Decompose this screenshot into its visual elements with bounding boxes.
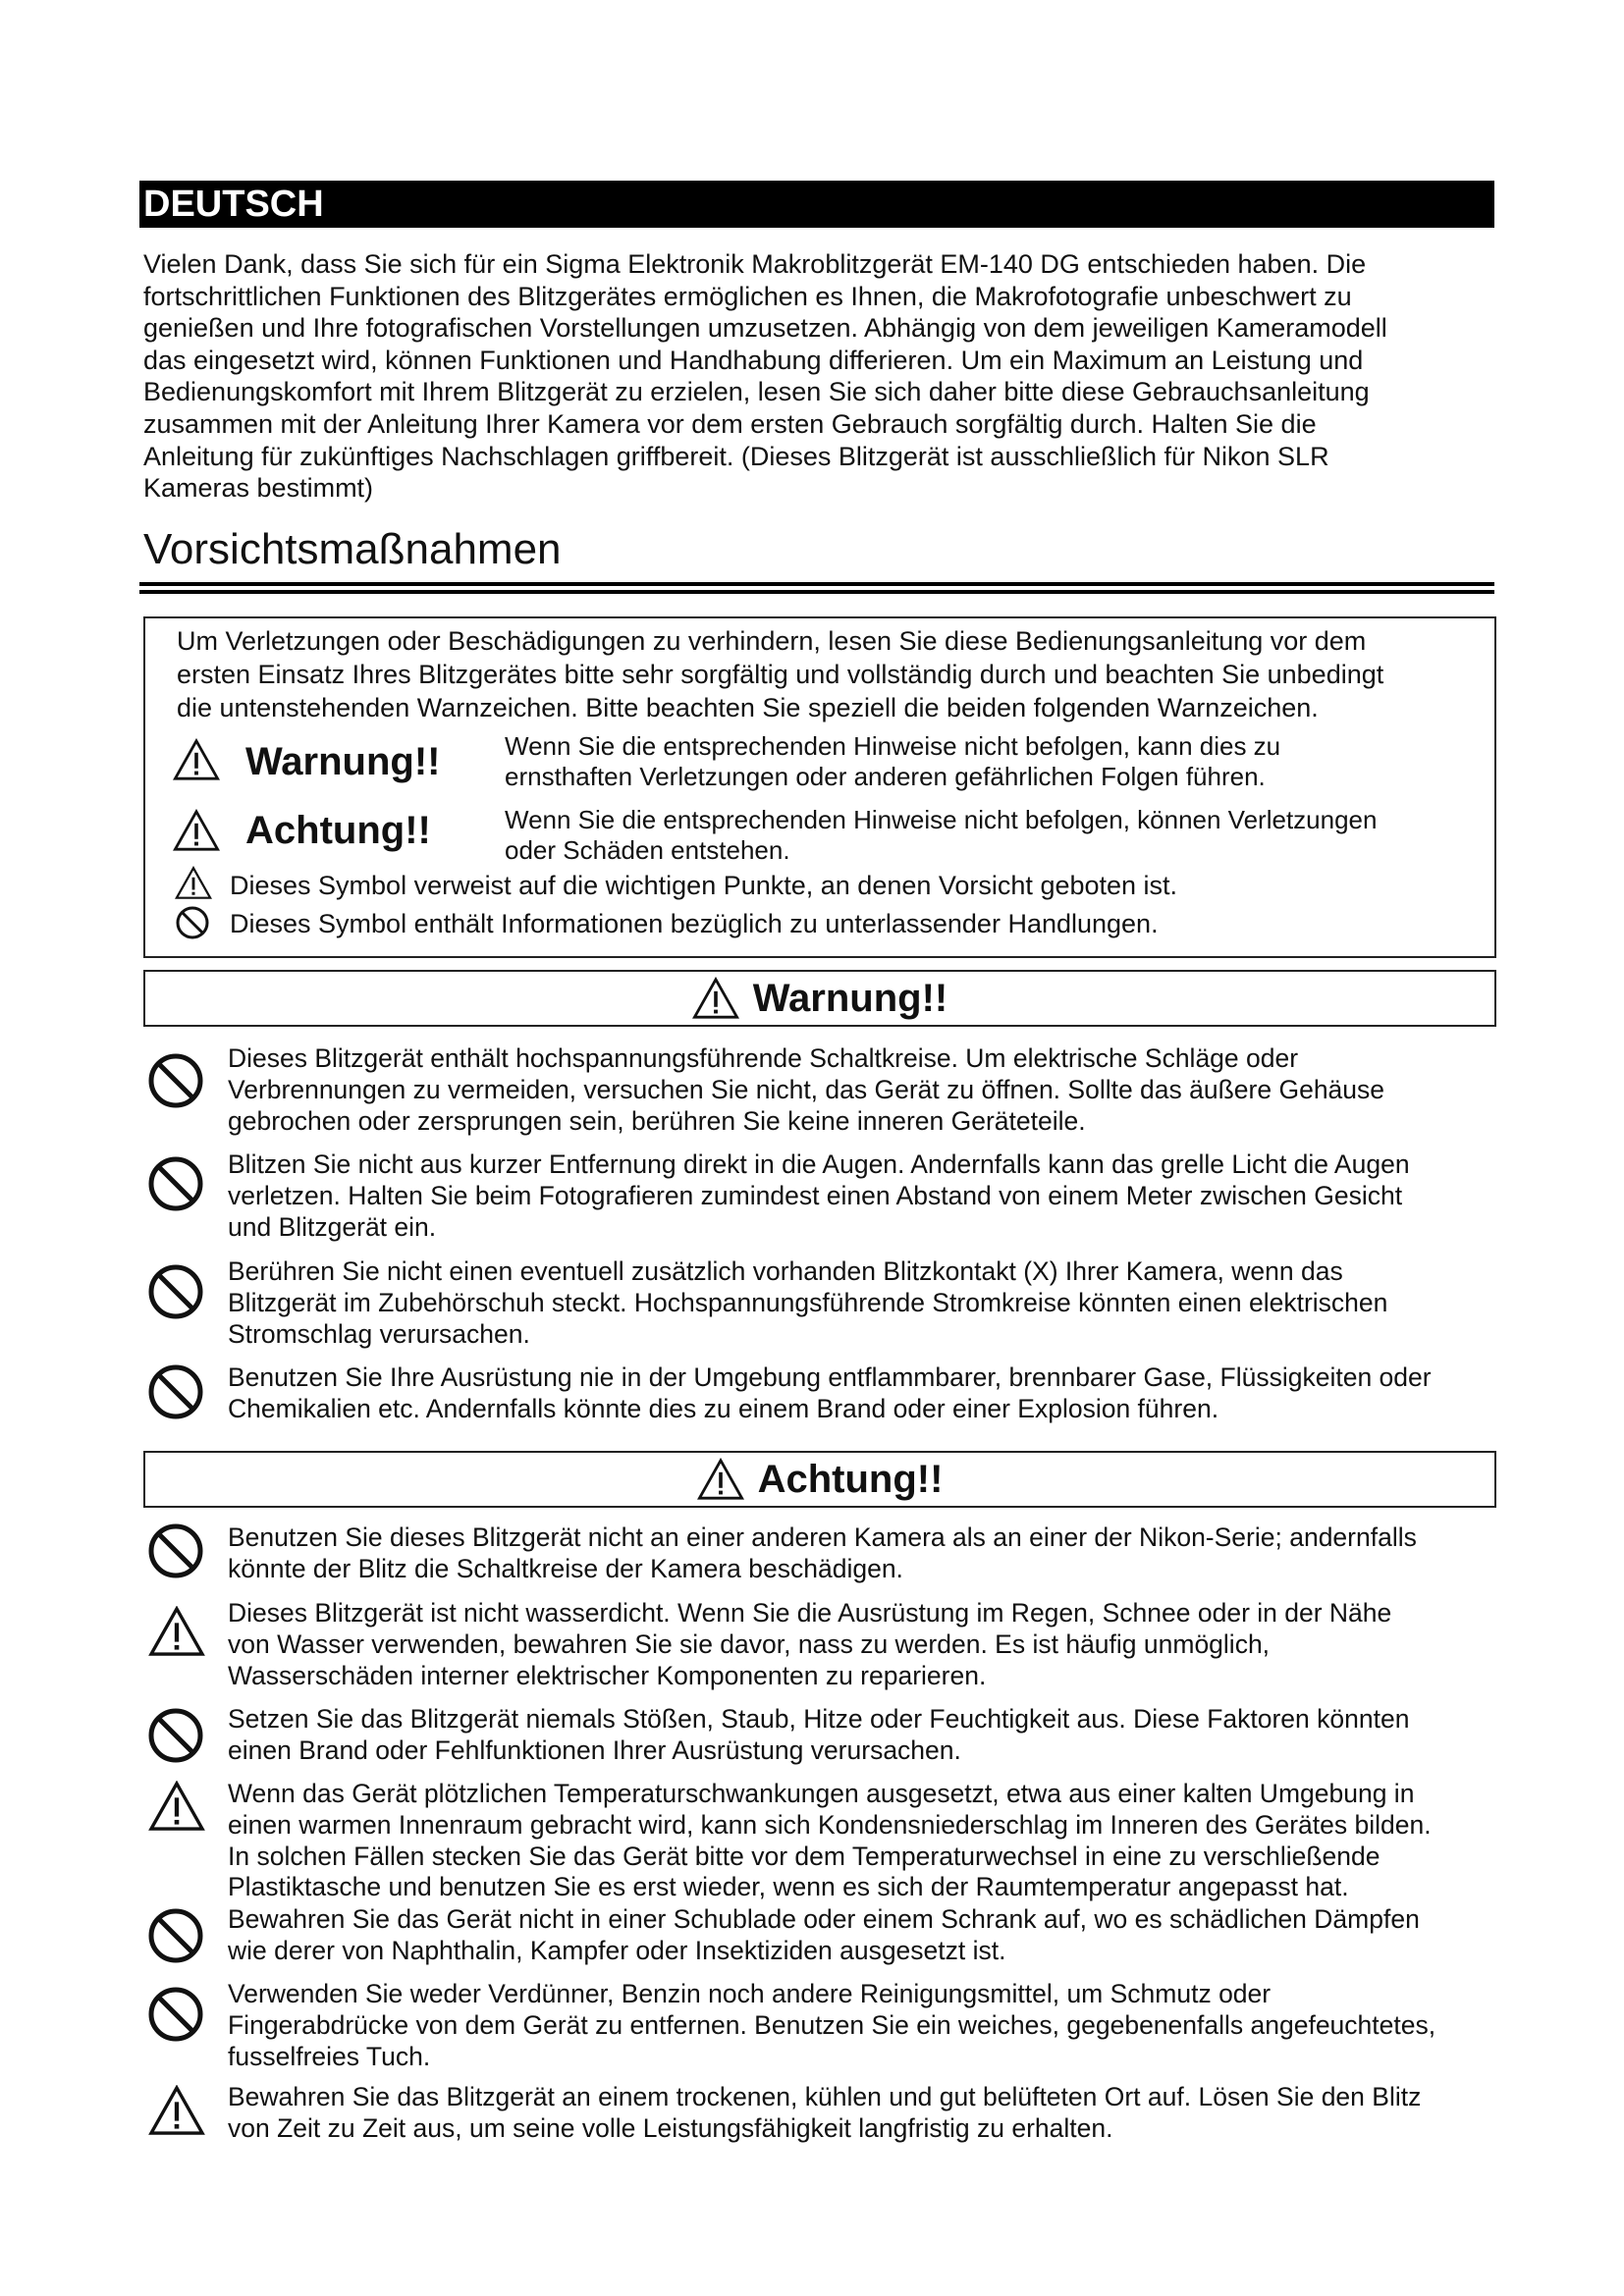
item-line: könnte der Blitz die Schaltkreise der Kamera beschädigen. [228, 1553, 903, 1583]
item-line: Wasserschäden interner elektrischer Komponenten zu reparieren. [228, 1660, 987, 1690]
caution-icon [173, 738, 220, 781]
item-line: einen warmen Innenraum gebracht wird, kann sich Kondensniederschlag im Inneren des Gerätes bilden. [228, 1809, 1432, 1840]
item-line: Dieses Blitzgerät ist nicht wasserdicht. Wenn Sie die Ausrüstung im Regen, Schnee oder in der Nähe [228, 1598, 1392, 1628]
intro-line: Bedienungskomfort mit Ihrem Blitzgerät zu erzielen, lesen Sie sich daher bitte diese Gebrauchsanleitung [143, 377, 1370, 407]
achtung-legend-label: Achtung!! [245, 809, 431, 852]
prohibition-icon [175, 905, 210, 940]
achtung-item [228, 2082, 1573, 2145]
item-line: wie derer von Naphthalin, Kampfer oder Insektiziden ausgesetzt ist. [228, 1935, 1006, 1965]
achtung-item [228, 1979, 1573, 2072]
prohibition-icon [146, 1906, 205, 1965]
intro-line: genießen und Ihre fotografischen Vorstellungen umzusetzen. Abhängig von dem jeweiligen Kameramodell [143, 313, 1387, 344]
achtung-item [228, 1704, 1573, 1767]
prohibition-icon [146, 1051, 205, 1110]
intro-line: fortschrittlichen Funktionen des Blitzgerätes ermöglichen es Ihnen, die Makrofotografie unbeschwert zu [143, 281, 1352, 311]
achtung-header [143, 1451, 1496, 1508]
achtung-item [228, 1779, 1573, 1903]
caution-symbol-text: Dieses Symbol verweist auf die wichtigen Punkte, an denen Vorsicht geboten ist. [230, 871, 1178, 900]
item-line: fusselfreies Tuch. [228, 2041, 431, 2071]
legend-desc-line: Wenn Sie die entsprechenden Hinweise nicht befolgen, kann dies zu [505, 731, 1281, 761]
notice-intro-line: ersten Einsatz Ihres Blitzgerätes bitte sehr sorgfältig und vollständig durch und beachten Sie unbedingt [177, 660, 1384, 689]
item-line: Blitzen Sie nicht aus kurzer Entfernung direkt in die Augen. Andernfalls kann das grelle Licht die Augen [228, 1149, 1410, 1179]
achtung-item [228, 1904, 1573, 1967]
item-line: von Wasser verwenden, bewahren Sie sie davor, nass zu werden. Es ist häufig unmöglich, [228, 1629, 1271, 1659]
caution-icon [697, 1458, 744, 1501]
intro-line: Vielen Dank, dass Sie sich für ein Sigma Elektronik Makroblitzgerät EM-140 DG entschieden haben. Die [143, 249, 1367, 279]
item-line: Dieses Blitzgerät enthält hochspannungsführende Schaltkreise. Um elektrische Schläge oder [228, 1043, 1299, 1073]
warnung-item [228, 1043, 1573, 1137]
item-line: Bewahren Sie das Blitzgerät an einem trockenen, kühlen und gut belüfteten Ort auf. Lösen Sie den Blitz [228, 2082, 1422, 2111]
item-line: gebrochen oder zersprungen sein, berühren Sie keine inneren Geräteteile. [228, 1105, 1086, 1136]
title-rule [139, 582, 1494, 586]
warnung-header [143, 970, 1496, 1027]
caution-icon [173, 809, 220, 852]
item-line: Blitzgerät im Zubehörschuh steckt. Hochspannungsführende Stromkreise könnten einen elektrischen [228, 1287, 1388, 1317]
prohibition-icon [146, 1362, 205, 1421]
item-line: Chemikalien etc. Andernfalls könnte dies zu einem Brand oder einer Explosion führen. [228, 1393, 1219, 1423]
warnung-legend-desc [505, 731, 1280, 792]
achtung-legend-desc [505, 805, 1377, 866]
intro-line: Kameras bestimmt) [143, 473, 374, 504]
legend-desc-line: Wenn Sie die entsprechenden Hinweise nicht befolgen, können Verletzungen [505, 805, 1378, 834]
item-line: Plastiktasche und benutzen Sie es erst wieder, wenn es sich der Raumtemperatur angepasst hat. [228, 1872, 1349, 1902]
prohibition-icon [146, 1522, 205, 1580]
intro-paragraph [143, 248, 1494, 505]
item-line: Bewahren Sie das Gerät nicht in einer Schublade oder einem Schrank auf, wo es schädlichen Dämpfen [228, 1904, 1420, 1934]
item-line: und Blitzgerät ein. [228, 1211, 437, 1242]
item-line: Fingerabdrücke von dem Gerät zu entfernen. Benutzen Sie ein weiches, gegebenenfalls angefeuchtetes, [228, 2009, 1436, 2040]
item-line: In solchen Fällen stecken Sie das Gerät bitte vor dem Temperaturwechsel in eine zu verschließende [228, 1841, 1380, 1871]
intro-line: zusammen mit der Anleitung Ihrer Kamera vor dem ersten Gebrauch sorgfältig durch. Halten Sie die [143, 408, 1317, 439]
title-rule [139, 590, 1494, 594]
item-line: Verbrennungen zu vermeiden, versuchen Sie nicht, das Gerät zu öffnen. Sollte das äußere Gehäuse [228, 1074, 1385, 1104]
intro-line: Anleitung für zukünftiges Nachschlagen griffbereit. (Dieses Blitzgerät ist ausschließlich für Nikon SLR [143, 441, 1329, 471]
caution-icon [148, 1781, 205, 1832]
warnung-header-label: Warnung!! [752, 977, 948, 1020]
item-line: Benutzen Sie dieses Blitzgerät nicht an einer anderen Kamera als an einer der Nikon-Serie; andernfalls [228, 1522, 1417, 1552]
notice-intro-line: die untenstehenden Warnzeichen. Bitte beachten Sie speziell die beiden folgenden Warnzeichen. [177, 693, 1319, 722]
warnung-item [228, 1362, 1573, 1425]
item-line: Verwenden Sie weder Verdünner, Benzin noch andere Reinigungsmittel, um Schmutz oder [228, 1979, 1272, 2008]
prohibition-icon [146, 1985, 205, 2044]
item-line: verletzen. Halten Sie beim Fotografieren zumindest einen Abstand von einem Meter zwischen Gesicht [228, 1180, 1403, 1210]
prohibition-icon [146, 1154, 205, 1213]
item-line: Wenn das Gerät plötzlichen Temperaturschwankungen ausgesetzt, etwa aus einer kalten Umgebung in [228, 1779, 1415, 1808]
achtung-header-label: Achtung!! [757, 1458, 944, 1501]
item-line: Stromschlag verursachen. [228, 1318, 530, 1349]
warnung-item [228, 1149, 1573, 1243]
caution-icon [175, 866, 212, 900]
intro-line: das eingesetzt wird, können Funktionen und Handhabung differieren. Um ein Maximum an Leistung und [143, 345, 1364, 375]
notice-intro [177, 624, 1453, 724]
caution-icon [692, 977, 739, 1020]
prohibit-symbol-text: Dieses Symbol enthält Informationen bezüglich zu unterlassender Handlungen. [230, 909, 1159, 938]
warnung-legend-label: Warnung!! [245, 740, 441, 783]
achtung-item [228, 1598, 1573, 1691]
language-heading: DEUTSCH [139, 181, 1494, 228]
prohibition-icon [146, 1262, 205, 1321]
section-title: Vorsichtsmaßnahmen [143, 525, 562, 573]
legend-desc-line: ernsthaften Verletzungen oder anderen gefährlichen Folgen führen. [505, 762, 1266, 791]
item-line: Benutzen Sie Ihre Ausrüstung nie in der Umgebung entflammbarer, brennbarer Gase, Flüssigkeiten oder [228, 1362, 1432, 1392]
item-line: einen Brand oder Fehlfunktionen Ihrer Ausrüstung verursachen. [228, 1735, 961, 1765]
warnung-item [228, 1256, 1573, 1350]
item-line: von Zeit zu Zeit aus, um seine volle Leistungsfähigkeit langfristig zu erhalten. [228, 2112, 1113, 2143]
item-line: Setzen Sie das Blitzgerät niemals Stößen, Staub, Hitze oder Feuchtigkeit aus. Diese Faktoren könnten [228, 1704, 1410, 1734]
caution-icon [148, 2085, 205, 2136]
achtung-item [228, 1522, 1573, 1585]
notice-intro-line: Um Verletzungen oder Beschädigungen zu verhindern, lesen Sie diese Bedienungsanleitung vor dem [177, 626, 1367, 656]
item-line: Berühren Sie nicht einen eventuell zusätzlich vorhanden Blitzkontakt (X) Ihrer Kamera, wenn das [228, 1256, 1343, 1286]
prohibition-icon [146, 1706, 205, 1765]
legend-desc-line: oder Schäden entstehen. [505, 835, 790, 865]
caution-icon [148, 1606, 205, 1657]
